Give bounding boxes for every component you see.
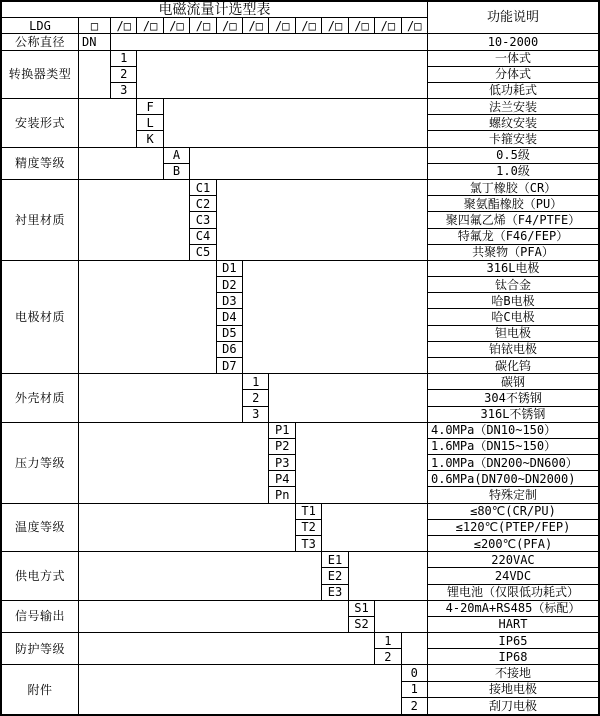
spacer-cell-left — [79, 180, 190, 261]
code-slot-box: /□ — [402, 18, 428, 34]
category-label: 电极材质 — [2, 261, 79, 374]
description-cell: 刮刀电极 — [488, 698, 537, 713]
spacer-cell-right — [190, 148, 428, 180]
code-cell: D2 — [217, 277, 243, 293]
description-cell: 低功耗式 — [428, 83, 598, 99]
description-cell: 钛合金 — [428, 277, 598, 293]
table-title: 电磁流量计选型表 — [2, 2, 428, 18]
code-slot-box: /□ — [190, 18, 216, 34]
spacer-cell-left — [79, 99, 137, 148]
description-cell: 0.5级 — [428, 148, 598, 164]
spacer-cell-right — [164, 99, 428, 148]
code-cell: E1 — [322, 552, 348, 568]
description-cell: 1.0MPa（DN200~DN600） — [428, 455, 598, 471]
spacer-cell-left — [79, 423, 269, 504]
description-cell: 特殊定制 — [428, 487, 598, 503]
spacer-cell-left — [79, 261, 217, 374]
category-label: 压力等级 — [2, 423, 79, 504]
description-cell: 氯丁橡胶（CR） — [428, 180, 598, 196]
description-cell: ≤120℃(PTEP/FEP) — [428, 520, 598, 536]
description-cell: 哈B电极 — [428, 293, 598, 309]
code-cell: 1 — [402, 682, 428, 698]
code-cell: T3 — [296, 536, 322, 552]
description-cell: 0.6MPa(DN700~DN2000) — [428, 471, 598, 487]
spacer-cell-left — [79, 374, 243, 423]
code-cell: 2 — [243, 390, 269, 406]
description-cell: 10-2000 — [428, 34, 598, 50]
spacer-cell-left — [79, 51, 111, 100]
spacer-cell-right — [375, 601, 428, 633]
code-cell: D3 — [217, 293, 243, 309]
category-label: 温度等级 — [2, 504, 79, 553]
description-cell: 4.0MPa（DN10~150） — [428, 423, 598, 439]
category-label: 供电方式 — [2, 552, 79, 601]
code-cell: 1 — [243, 374, 269, 390]
description-cell: 聚氨酯橡胶（PU） — [428, 196, 598, 212]
code-cell: T2 — [296, 520, 322, 536]
description-cell: 分体式 — [428, 67, 598, 83]
description-cell: 螺纹安装 — [428, 115, 598, 131]
code-cell: P4 — [269, 471, 295, 487]
description-cell: IP65 — [428, 633, 598, 649]
spacer-cell-right — [111, 34, 428, 50]
code-cell: K — [137, 131, 163, 147]
description-cell: 碳钢 — [428, 374, 598, 390]
spacer-cell-right — [322, 504, 428, 553]
category-label: 衬里材质 — [2, 180, 79, 261]
code-cell: P3 — [269, 455, 295, 471]
category-label: 外壳材质 — [2, 374, 79, 423]
code-slot-box: /□ — [164, 18, 190, 34]
code-cell: P2 — [269, 439, 295, 455]
code-cell: E3 — [322, 585, 348, 601]
code-cell: DN — [79, 34, 111, 50]
code-cell: C1 — [190, 180, 216, 196]
description-cell: 不接地 — [428, 665, 598, 681]
code-cell: L — [137, 115, 163, 131]
description-cell: 1.6MPa（DN15~150） — [428, 439, 598, 455]
category-label: 精度等级 — [2, 148, 79, 180]
description-cell: 24VDC — [428, 568, 598, 584]
description-cell: ≤200℃(PFA) — [428, 536, 598, 552]
description-cell: 特氟龙（F46/FEP） — [428, 229, 598, 245]
first-code-box: □ — [79, 18, 111, 34]
code-cell: 0 — [402, 665, 428, 681]
spacer-cell-right — [243, 261, 428, 374]
code-cell: A — [164, 148, 190, 164]
description-cell: 哈C电极 — [428, 309, 598, 325]
code-cell: B — [164, 164, 190, 180]
code-cell: D1 — [217, 261, 243, 277]
description-cell: 316L不锈钢 — [428, 407, 598, 423]
description-cell: 316L电极 — [428, 261, 598, 277]
code-cell: 1 — [111, 51, 137, 67]
code-slot-box: /□ — [243, 18, 269, 34]
description-cell: 锂电池（仅限低功耗式） — [428, 585, 598, 601]
code-cell: P1 — [269, 423, 295, 439]
code-cell: C3 — [190, 212, 216, 228]
code-slot-box: /□ — [296, 18, 322, 34]
category-label: 防护等级 — [2, 633, 79, 665]
code-slot-box: /□ — [375, 18, 401, 34]
description-cell: 共聚物（PFA） — [428, 245, 598, 261]
description-cell: IP68 — [428, 649, 598, 665]
code-cell: Pn — [269, 487, 295, 503]
code-slot-box: /□ — [217, 18, 243, 34]
code-cell: D7 — [217, 358, 243, 374]
code-cell: D4 — [217, 309, 243, 325]
category-label: 安装形式 — [2, 99, 79, 148]
spacer-cell-left — [79, 665, 402, 714]
spacer-cell-right — [217, 180, 428, 261]
code-cell: S1 — [349, 601, 375, 617]
model-prefix: LDG — [2, 18, 79, 34]
category-label: 附件 — [2, 665, 79, 714]
category-label: 信号输出 — [2, 601, 79, 633]
code-cell: T1 — [296, 504, 322, 520]
code-cell: 3 — [111, 83, 137, 99]
code-cell: S2 — [349, 617, 375, 633]
code-slot-box: /□ — [137, 18, 163, 34]
code-cell: C2 — [190, 196, 216, 212]
description-cell: 法兰安装 — [428, 99, 598, 115]
category-label: 公称直径 — [2, 34, 79, 50]
description-cell: HART — [428, 617, 598, 633]
description-cell: ≤80℃(CR/PU) — [428, 504, 598, 520]
spacer-cell-left — [79, 633, 375, 665]
function-column-header: 功能说明 — [428, 2, 598, 34]
spacer-cell-right — [137, 51, 428, 100]
spacer-cell-right — [269, 374, 428, 423]
category-label: 转换器类型 — [2, 51, 79, 100]
description-cell: 1.0级 — [428, 164, 598, 180]
code-cell: 2 — [375, 649, 401, 665]
description-cell: 4-20mA+RS485（标配） — [428, 601, 598, 617]
spacer-cell-left — [79, 504, 296, 553]
description-cell: 聚四氟乙烯（F4/PTFE） — [428, 212, 598, 228]
code-slot-box: /□ — [322, 18, 348, 34]
description-cell: 304不锈钢 — [428, 390, 598, 406]
code-cell: E2 — [322, 568, 348, 584]
code-slot-box: /□ — [111, 18, 137, 34]
description-cell: 卡箍安装 — [428, 131, 598, 147]
code-cell: C4 — [190, 229, 216, 245]
spacer-cell-right — [349, 552, 428, 601]
spacer-cell-right — [296, 423, 428, 504]
code-cell: D6 — [217, 342, 243, 358]
code-cell: 2 — [402, 698, 428, 714]
code-slot-box: /□ — [269, 18, 295, 34]
code-cell: F — [137, 99, 163, 115]
spacer-cell-left — [79, 148, 164, 180]
code-cell: 2 — [111, 67, 137, 83]
description-cell: 220VAC — [428, 552, 598, 568]
description-cell: 接地电极 — [428, 682, 598, 698]
description-cell: 碳化钨 — [428, 358, 598, 374]
description-cell: 一体式 — [428, 51, 598, 67]
description-cell: 铂铱电极 — [428, 342, 598, 358]
description-cell: 钽电极 — [428, 326, 598, 342]
spacer-cell-left — [79, 552, 322, 601]
code-cell: D5 — [217, 326, 243, 342]
code-cell: C5 — [190, 245, 216, 261]
spacer-cell-left — [79, 601, 349, 633]
spacer-cell-right — [402, 633, 428, 665]
code-slot-box: /□ — [349, 18, 375, 34]
code-cell: 3 — [243, 407, 269, 423]
code-cell: 1 — [375, 633, 401, 649]
